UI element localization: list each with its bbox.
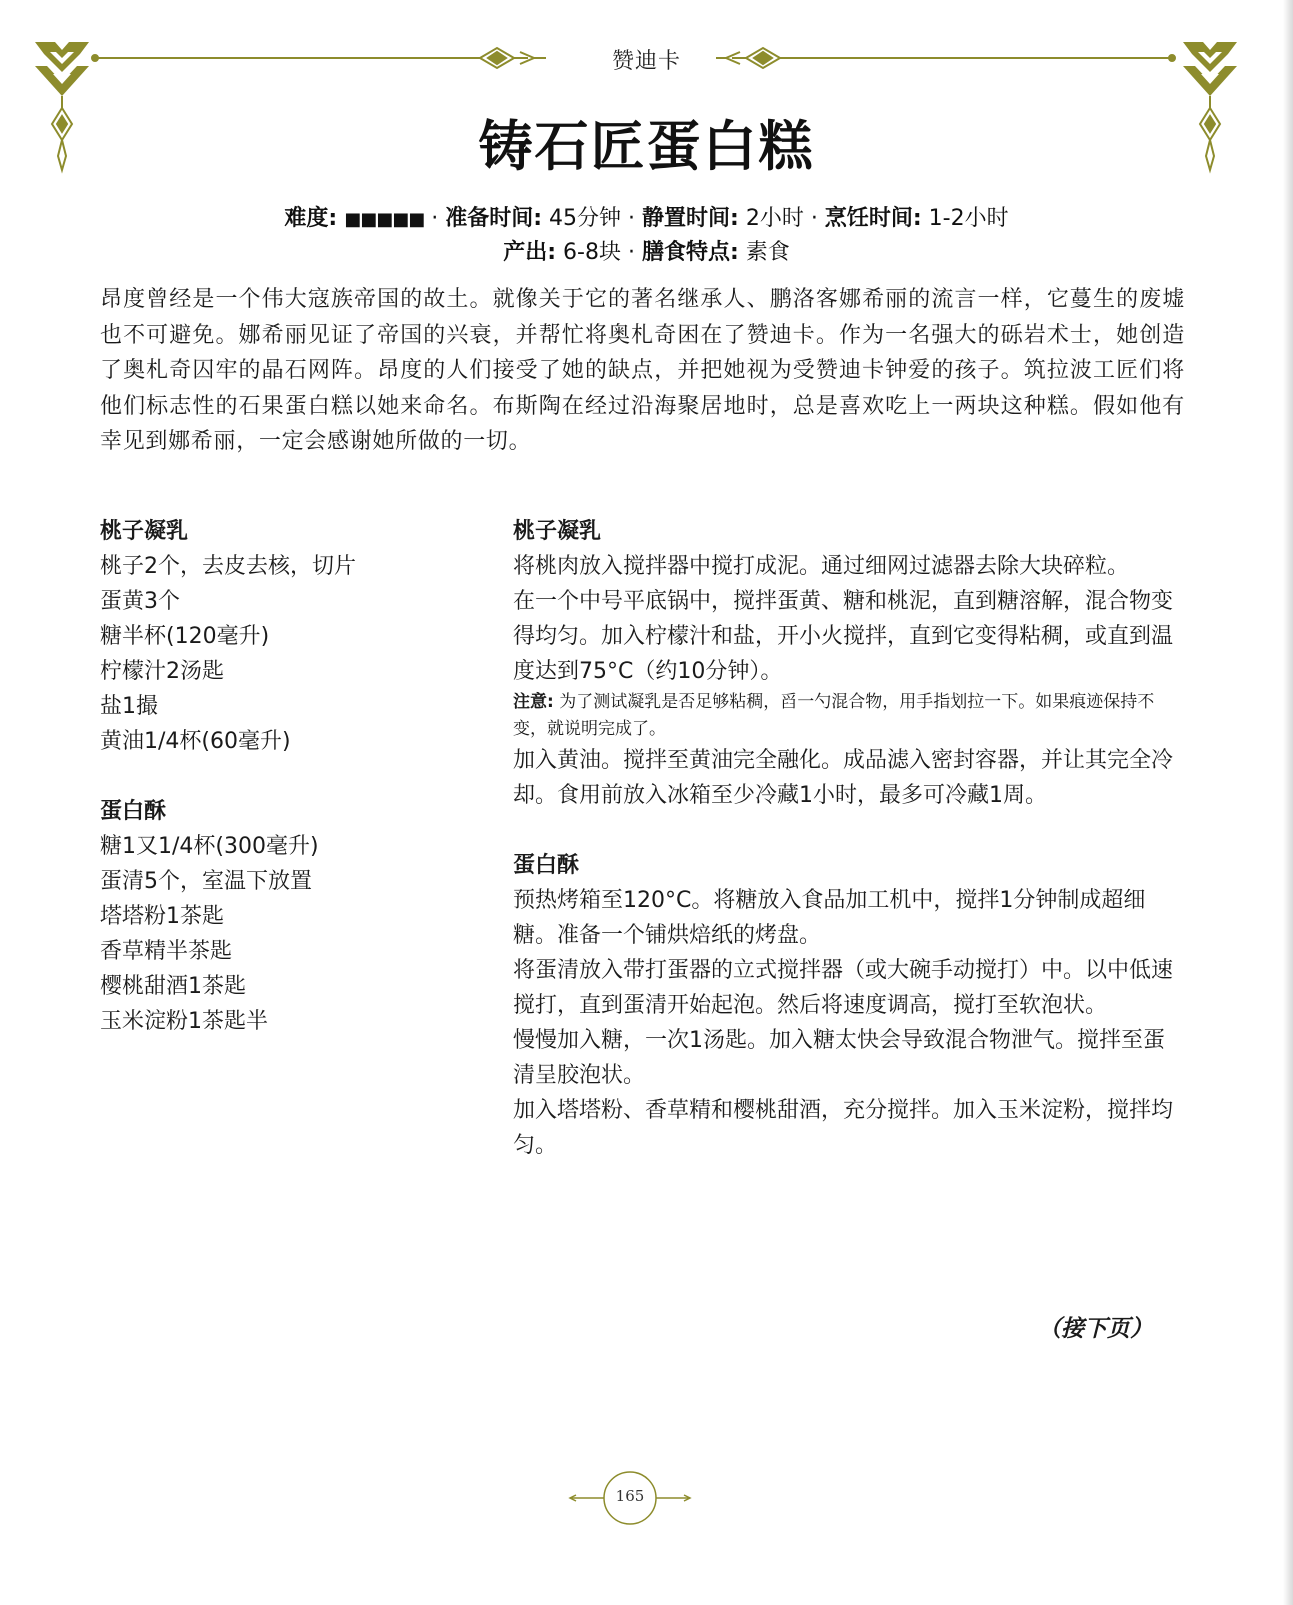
recipe-meta-line-1 <box>0 201 1293 232</box>
diet-value: 素食 <box>745 240 790 265</box>
ingredient-item: 柠檬汁2汤匙 <box>100 659 224 684</box>
chapter-name: 赞迪卡 <box>611 49 681 74</box>
difficulty-value: ■■■■■ <box>344 209 425 230</box>
difficulty-label: 难度: <box>284 206 338 231</box>
instruction-step: 将蛋清放入带打蛋器的立式搅拌器（或大碗手动搅打）中。以中低速搅打，直到蛋清开始起泡。然后将速度调高，搅打至软泡状。 <box>513 958 1174 1018</box>
ingredient-item: 香草精半茶匙 <box>100 939 233 964</box>
meta-separator: · <box>627 240 642 265</box>
ingredient-item: 桃子2个，去皮去核，切片 <box>100 554 356 579</box>
instruction-step: 加入塔塔粉、香草精和樱桃甜酒，充分搅拌。加入玉米淀粉，搅拌均匀。 <box>513 1098 1174 1158</box>
ingredient-item: 黄油1/4杯(60毫升) <box>100 729 291 754</box>
prep-time-value: 45分钟 <box>549 206 622 231</box>
cook-time-value: 1-2小时 <box>928 206 1009 231</box>
instruction-step: 慢慢加入糖，一次1汤匙。加入糖太快会导致混合物泄气。搅拌至蛋清呈胶泡状。 <box>513 1028 1165 1088</box>
prep-time-label: 准备时间: <box>445 206 543 231</box>
meta-separator: · <box>431 206 446 231</box>
yield-value: 6-8块 <box>563 240 621 265</box>
ingredient-item: 盐1撮 <box>100 694 158 719</box>
rest-time-value: 2小时 <box>745 206 804 231</box>
recipe-meta-line-2 <box>0 235 1293 266</box>
ingredients-column <box>100 514 480 1039</box>
yield-label: 产出: <box>503 240 557 265</box>
page-number: 165 <box>615 1487 645 1505</box>
intro-paragraph: 昂度曾经是一个伟大寇族帝国的故土。就像关于它的著名继承人、鹏洛客娜希丽的流言一样，它蔓生的废墟也不可避免。娜希丽见证了帝国的兴衰，并帮忙将奥札奇困在了赞迪卡。作为一名强大的砾岩术士，她创造了奥札奇囚牢的晶石网阵。昂度的人们接受了她的缺点，并把她视为受赞迪卡钟爱的孩子。筑拉波工匠们将他们标志性的石果蛋白糕以她来命名。布斯陶在经过沿海聚居地时，总是喜欢吃上一两块这种糕。假如他有幸见到娜希丽，一定会感谢她所做的一切。 <box>100 287 1185 454</box>
meta-separator: · <box>628 206 643 231</box>
rest-time-label: 静置时间: <box>642 206 739 231</box>
instruction-step: 预热烤箱至120°C。将糖放入食品加工机中，搅拌1分钟制成超细糖。准备一个铺烘焙纸的烤盘。 <box>513 888 1146 948</box>
ingredient-item: 樱桃甜酒1茶匙 <box>100 974 246 999</box>
meringue-ingredients-title: 蛋白酥 <box>100 799 167 824</box>
curd-ingredients-title: 桃子凝乳 <box>100 519 189 544</box>
ingredient-item: 蛋黄3个 <box>100 589 180 614</box>
note-text: 为了测试凝乳是否足够粘稠，舀一勺混合物，用手指划拉一下。如果痕迹保持不变，就说明完成了。 <box>513 692 1155 739</box>
ingredient-item: 塔塔粉1茶匙 <box>100 904 224 929</box>
ingredient-item: 糖1又1/4杯(300毫升) <box>100 834 319 859</box>
cook-time-label: 烹饪时间: <box>824 206 922 231</box>
diet-label: 膳食特点: <box>641 240 739 265</box>
curd-instructions-title: 桃子凝乳 <box>513 519 602 544</box>
recipe-title: 铸石匠蛋白糕 <box>478 115 815 178</box>
meringue-instructions-title: 蛋白酥 <box>513 853 580 878</box>
instruction-step: 在一个中号平底锅中，搅拌蛋黄、糖和桃泥，直到糖溶解，混合物变得均匀。加入柠檬汁和盐，开小火搅拌，直到它变得粘稠，或直到温度达到75°C（约10分钟）。 <box>513 589 1174 684</box>
instruction-step: 加入黄油。搅拌至黄油完全融化。成品滤入密封容器，并让其完全冷却。食用前放入冰箱至少冷藏1小时，最多可冷藏1周。 <box>513 748 1174 808</box>
instructions-column <box>513 514 1173 1163</box>
continued-note: （接下页） <box>1038 1316 1153 1342</box>
ingredient-item: 蛋清5个，室温下放置 <box>100 869 312 894</box>
ingredient-item: 玉米淀粉1茶匙半 <box>100 1009 268 1034</box>
instruction-step: 将桃肉放入搅拌器中搅打成泥。通过细网过滤器去除大块碎粒。 <box>513 554 1130 579</box>
meta-separator: · <box>810 206 825 231</box>
curd-note <box>513 689 1173 743</box>
note-label: 注意: <box>513 692 554 712</box>
ingredient-item: 糖半杯(120毫升) <box>100 624 270 649</box>
